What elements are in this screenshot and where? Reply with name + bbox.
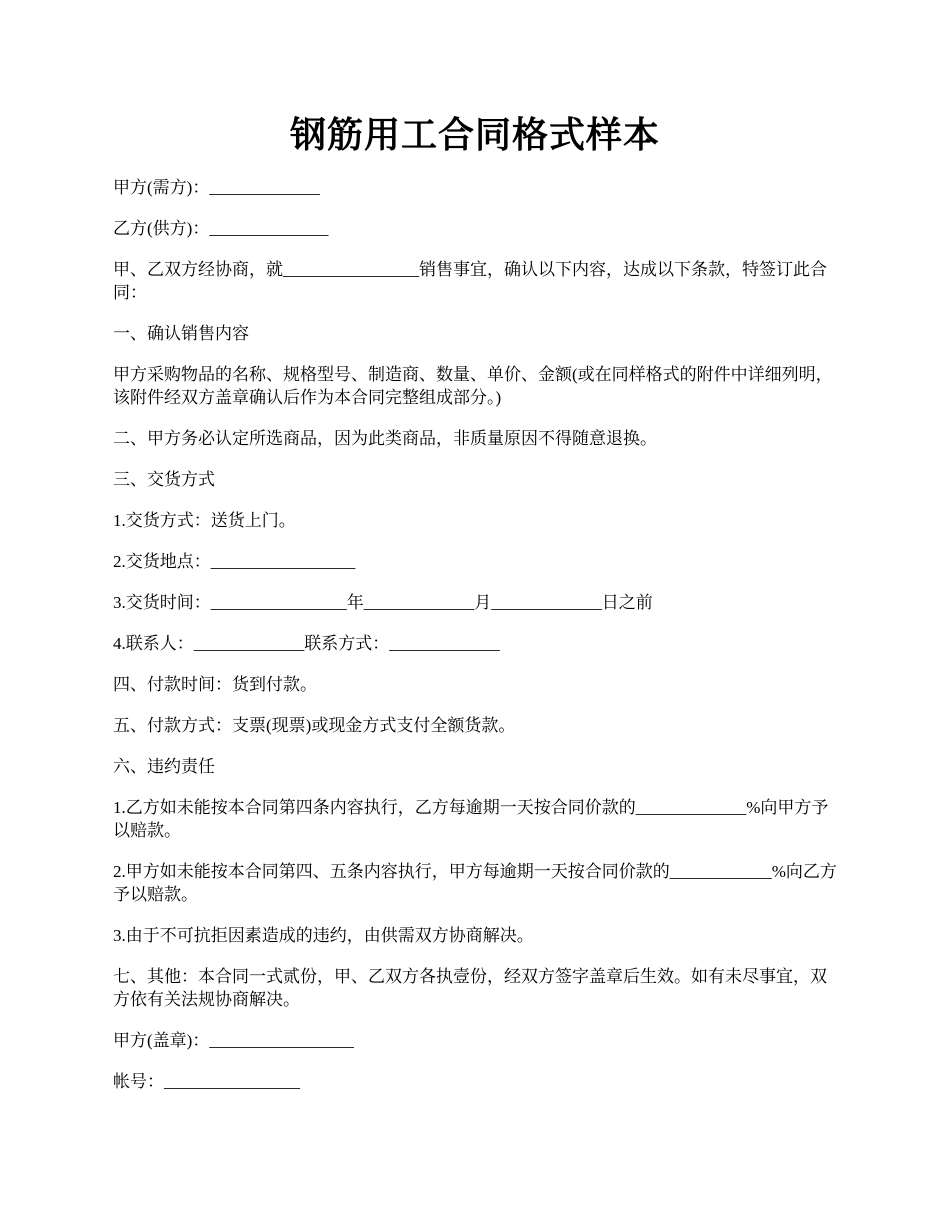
account-line: 帐号：________________ (113, 1072, 300, 1091)
section-heading-1: 一、确认销售内容 (113, 324, 249, 343)
intro-paragraph: 甲、乙双方经协商，就________________销售事宜，确认以下内容，达成以下条款，特签订此合同： (113, 260, 827, 302)
section-1-content: 甲方采购物品的名称、规格型号、制造商、数量、单价、金额(或在同样格式的附件中详细列明，该附件经双方盖章确认后作为本合同完整组成部分。) (113, 365, 833, 407)
party-a-seal-line: 甲方(盖章)：_________________ (113, 1031, 354, 1050)
section-heading-2: 二、甲方务必认定所选商品，因为此类商品，非质量原因不得随意退换。 (113, 429, 657, 448)
delivery-method: 1.交货方式：送货上门。 (113, 511, 296, 530)
party-b-line: 乙方(供方)：______________ (113, 219, 329, 238)
document-title: 钢筋用工合同格式样本 (289, 115, 660, 155)
section-heading-6: 六、违约责任 (113, 757, 215, 776)
document-body (113, 176, 841, 1111)
section-heading-4: 四、付款时间：货到付款。 (113, 675, 317, 694)
delivery-time: 3.交货时间：________________年_____________月_____________日之前 (113, 593, 653, 612)
section-heading-5: 五、付款方式：支票(现票)或现金方式支付全额货款。 (113, 716, 516, 735)
delivery-location: 2.交货地点：_________________ (113, 552, 356, 571)
breach-clause-3: 3.由于不可抗拒因素造成的违约，由供需双方协商解决。 (113, 926, 534, 945)
section-heading-7: 七、其他：本合同一式贰份，甲、乙双方各执壹份，经双方签字盖章后生效。如有未尽事宜，双方依有关法规协商解决。 (113, 967, 827, 1009)
section-heading-3: 三、交货方式 (113, 470, 215, 489)
party-a-line: 甲方(需方)：_____________ (113, 178, 320, 197)
breach-clause-2: 2.甲方如未能按本合同第四、五条内容执行，甲方每逾期一天按合同价款的____________%向乙方予以赔款。 (113, 862, 837, 904)
breach-clause-1: 1.乙方如未能按本合同第四条内容执行，乙方每逾期一天按合同价款的_____________%向甲方予以赔款。 (113, 798, 829, 840)
contact-line: 4.联系人：_____________联系方式：_____________ (113, 634, 500, 653)
